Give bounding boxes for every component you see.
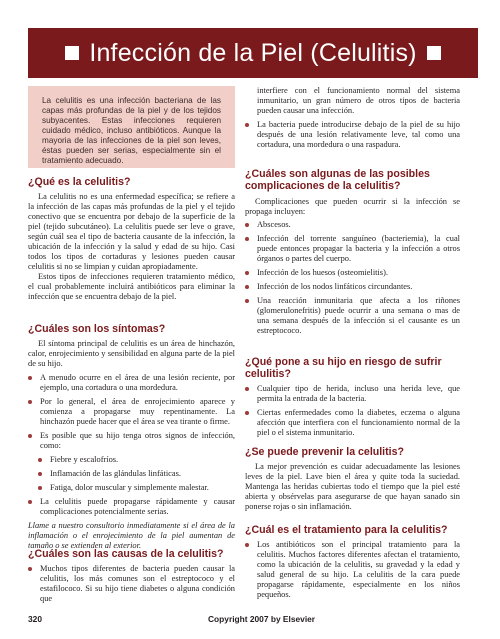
list-item: Cualquier tipo de herida, incluso una herida leve, que permita la entrada de la bacteria. [245,384,460,404]
bullet-icon [38,486,42,490]
bullet-icon [245,299,249,303]
section-heading: ¿Cuáles son algunas de las posibles complicaciones de la celulitis? [245,168,430,192]
section-heading: ¿Cuáles son los síntomas? [28,323,166,335]
paragraph: Complicaciones que pueden ocurrir si la infección se propaga incluyen: [245,197,460,216]
list-item: La celulitis puede propagarse rápidamente y causar complicaciones potencialmente serias. [28,497,235,517]
section-heading: ¿Se puede prevenir la celulitis? [245,446,404,458]
italic-note: Llame a nuestro consultorio inmediatamente si el área de la inflamación o el enrojecimiento de la piel aumentan de tamaño o se extienden al exterior. [28,521,235,550]
bullet-icon [245,123,249,127]
title-banner [28,28,478,78]
list-item: Infección del torrente sanguíneo (bacteriemia), la cual puede entonces propagar la bacteria y la infección a otros órganos o partes del cuerpo. [245,234,460,264]
section-causes-cont [245,86,460,150]
bullet-icon [38,458,42,462]
paragraph: El síntoma principal de celulitis es un área de hinchazón, calor, enrojecimiento y sensibilidad en alguna parte de la piel de su hijo. [28,339,235,368]
section-causes [28,548,235,604]
square-icon [65,46,79,60]
section-risk [245,356,460,438]
section-heading: ¿Qué pone a su hijo en riesgo de sufrir celulitis? [245,356,442,380]
section-prevention [245,446,460,512]
intro-text: La celulitis es una infección bacteriana de las capas más profundas de la piel y de los tejidos subyacentes. Estas infecciones requieren cuidado médico, incluso antibióticos. Aunque la mayoria de las infecciones de la piel son leves, éstas pueden ser serias, especialmente sin el tratamiento adecuado. [42,96,221,165]
paragraph: interfiere con el funcionamiento normal del sistema inmunitario, un gran número de otros tipos de bacteria pueden causar una infección. [257,86,460,115]
intro-box [28,86,235,168]
section-treatment [245,524,460,600]
list-item: Fatiga, dolor muscular y simplemente malestar. [28,483,235,493]
bullet-icon [245,543,249,547]
bullet-icon [28,434,32,438]
list-item: A menudo ocurre en el área de una lesión reciente, por ejemplo, una cortadura o una mordedura. [28,373,235,393]
section-heading: ¿Qué es la celulitis? [28,176,131,188]
bullet-icon [28,500,32,504]
bullet-icon [245,411,249,415]
bullet-icon [28,567,32,571]
list-item: Ciertas enfermedades como la diabetes, eczema o alguna afección que interfiera con el funcionamiento normal de la piel o el sistema inmunitario. [245,408,460,438]
list-item: Una reacción inmunitaria que afecta a los riñones (glomerulonefritis) puede ocurrir a una semana o mas de una semana después de la infección si el causante es un estreptococo. [245,296,460,336]
bullet-icon [28,376,32,380]
list-item: Muchos tipos diferentes de bacteria pueden causar la celulitis, los más comunes son el estreptococo y el estafilococo. Si su hijo tiene diabetes o alguna condición que [28,564,235,604]
bullet-icon [245,271,249,275]
bullet-icon [245,223,249,227]
list-item: La bacteria puede introducirse debajo de la piel de su hijo después de una lesión relativamente leve, tal como una cortadura, una mordedura o una raspadura. [245,120,460,150]
page-title: Infección de la Piel (Celulitis) [89,38,417,67]
list-item: Infección de los nodos linfáticos circundantes. [245,282,460,292]
bullet-icon [245,387,249,391]
section-complications [245,168,460,336]
section-symptoms [28,323,235,551]
list-item: Infección de los huesos (osteomielitis). [245,268,460,278]
square-icon [427,46,441,60]
paragraph: La celulitis no es una enfermedad específica; se refiere a la infección de las capas más profundas de la piel y el tejido conectivo que se encuentra por debajo de la superficie de la piel (tejido subcutáneo). La celulitis puede ser leve o grave, según cuál sea el tipo de bacteria causante de la infección, la ubicación de la infección y la salud y edad de su hijo. Casi todos los tipos de cortaduras y lesiones pueden causar celulitis si no se limpian y cuidan apropiadamente. [28,192,235,271]
paragraph: La mejor prevención es cuidar adecuadamente las lesiones leves de la piel. Lave bien el área y quite toda la suciedad. Mantenga las heridas cubiertas todo el tiempo que la piel esté abierta y obsérvelas para asegurarse de que hayan sanado sin ponerse rojas o sin inflamación. [245,462,460,511]
section-what-is [28,176,235,302]
paragraph: Estos tipos de infecciones requieren tratamiento médico, el cual probablemente incluirá antibióticos para eliminar la infección que se encuentra debajo de la piel. [28,272,235,301]
bullet-icon [245,237,249,241]
list-item: Los antibióticos son el principal tratamiento para la celulitis. Muchos factores diferentes afectan el tratamiento, como la ubicación de la celulitis, su gravedad y la edad y salud general de su hijo. La celulitis de la cara puede propagarse rápidamente, especialmente en los niños pequeños. [245,540,460,600]
list-item: Fiebre y escalofríos. [28,455,235,465]
copyright: Copyright 2007 by Elsevier [208,614,316,624]
bullet-icon [38,472,42,476]
list-item: Es posible que su hijo tenga otros signos de infección, como: [28,431,235,451]
section-heading: ¿Cuáles son las causas de la celulitis? [28,548,224,560]
list-item: Por lo general, el área de enrojecimiento aparece y comienza a propagarse muy repentinamente. La hinchazón puede hacer que el área se vea tirante o firme. [28,397,235,427]
section-heading: ¿Cuál es el tratamiento para la celulitis? [245,524,448,536]
page-number: 320 [28,614,42,624]
bullet-icon [28,400,32,404]
list-item: Abscesos. [245,220,460,230]
bullet-icon [245,285,249,289]
list-item: Inflamación de las glándulas linfáticas. [28,469,235,479]
